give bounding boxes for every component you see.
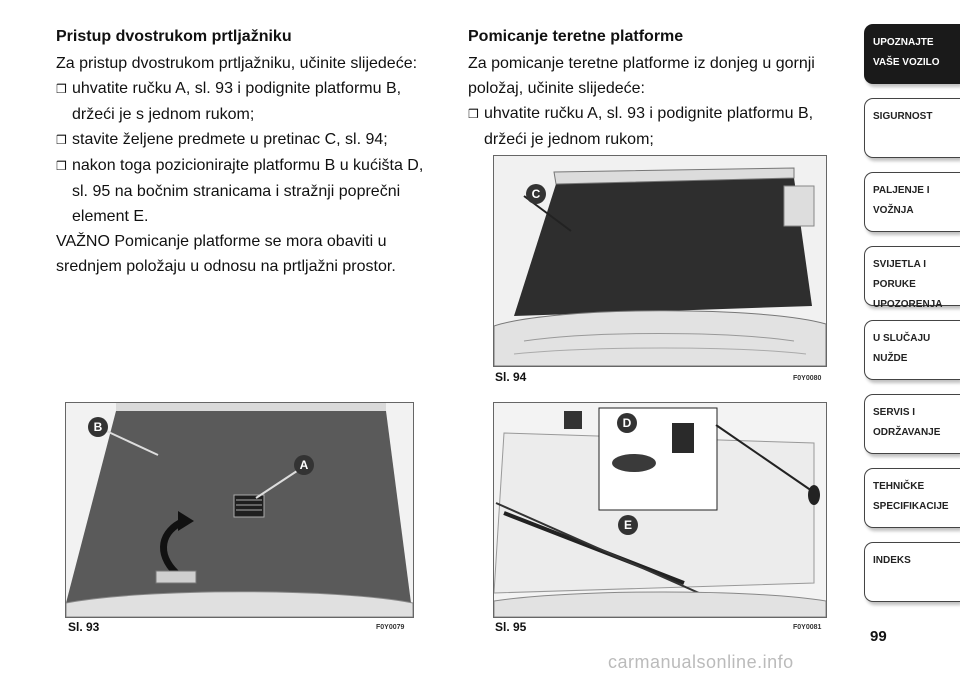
figure-code: F0Y0080 — [793, 375, 822, 382]
tab-sigurnost[interactable]: SIGURNOST — [864, 98, 960, 158]
figure-caption: Sl. 93 — [68, 620, 100, 634]
right-column — [468, 24, 833, 152]
tab-paljenje-i-voznja[interactable]: PALJENJE I VOŽNJA — [864, 172, 960, 232]
figure-95-illustration — [493, 402, 827, 618]
platform-housings-drawing — [494, 403, 826, 617]
figure-code: F0Y0081 — [793, 624, 822, 631]
tab-u-slucaju-nuzde[interactable]: U SLUČAJU NUŽDE — [864, 320, 960, 380]
tab-servis-i-odrzavanje[interactable]: SERVIS I ODRŽAVANJE — [864, 394, 960, 454]
list-item: ❒ uhvatite ručku A, sl. 93 i podignite platformu B, držeći je jednom rukom; — [468, 101, 833, 152]
list-item: ❒ nakon toga pozicionirajte platformu B u kućišta D, sl. 95 na bočnim stranicama i stražnji poprečni element E. — [56, 153, 441, 229]
list-item: ❒ uhvatite ručku A, sl. 93 i podignite platformu B, držeći je s jednom rukom; — [56, 76, 441, 127]
checkbox-square-icon: ❒ — [56, 159, 67, 173]
figure-caption: Sl. 95 — [495, 620, 527, 634]
figure-code: F0Y0079 — [376, 624, 405, 631]
figure-94-illustration — [493, 155, 827, 367]
page-number: 99 — [870, 628, 887, 645]
checkbox-square-icon: ❒ — [468, 107, 479, 121]
left-column — [56, 24, 441, 279]
watermark: carmanualsonline.info — [608, 652, 794, 672]
callout-d: D — [617, 413, 637, 433]
intro-text: Za pomicanje teretne platforme iz donjeg u gornji položaj, učinite slijedeće: — [468, 55, 815, 97]
tab-upoznajte-vase-vozilo[interactable]: UPOZNAJTE VAŠE VOZILO — [864, 24, 960, 84]
important-note: VAŽNO Pomicanje platforme se mora obaviti u srednjem položaju u odnosu na prtljažni prostor. — [56, 233, 396, 275]
chapter-tabs — [864, 24, 960, 616]
callout-a: A — [294, 455, 314, 475]
callout-c: C — [526, 184, 546, 204]
intro-text: Za pristup dvostrukom prtljažniku, učinite slijedeće: — [56, 55, 418, 72]
callout-b: B — [88, 417, 108, 437]
figure-93-illustration — [65, 402, 414, 618]
tab-indeks[interactable]: INDEKS — [864, 542, 960, 602]
callout-e: E — [618, 515, 638, 535]
tab-svjetla-i-poruke[interactable]: SVIJETLA I PORUKE UPOZORENJA — [864, 246, 960, 306]
section-heading: Pomicanje teretne platforme — [468, 28, 684, 45]
cargo-platform-drawing — [66, 403, 413, 617]
section-heading: Pristup dvostrukom prtljažniku — [56, 28, 292, 45]
figure-caption: Sl. 94 — [495, 370, 527, 384]
list-item: ❒ stavite željene predmete u pretinac C, sl. 94; — [56, 127, 441, 153]
checkbox-square-icon: ❒ — [56, 82, 67, 96]
tab-tehnicke-specifikacije[interactable]: TEHNIČKE SPECIFIKACIJE — [864, 468, 960, 528]
checkbox-square-icon: ❒ — [56, 133, 67, 147]
